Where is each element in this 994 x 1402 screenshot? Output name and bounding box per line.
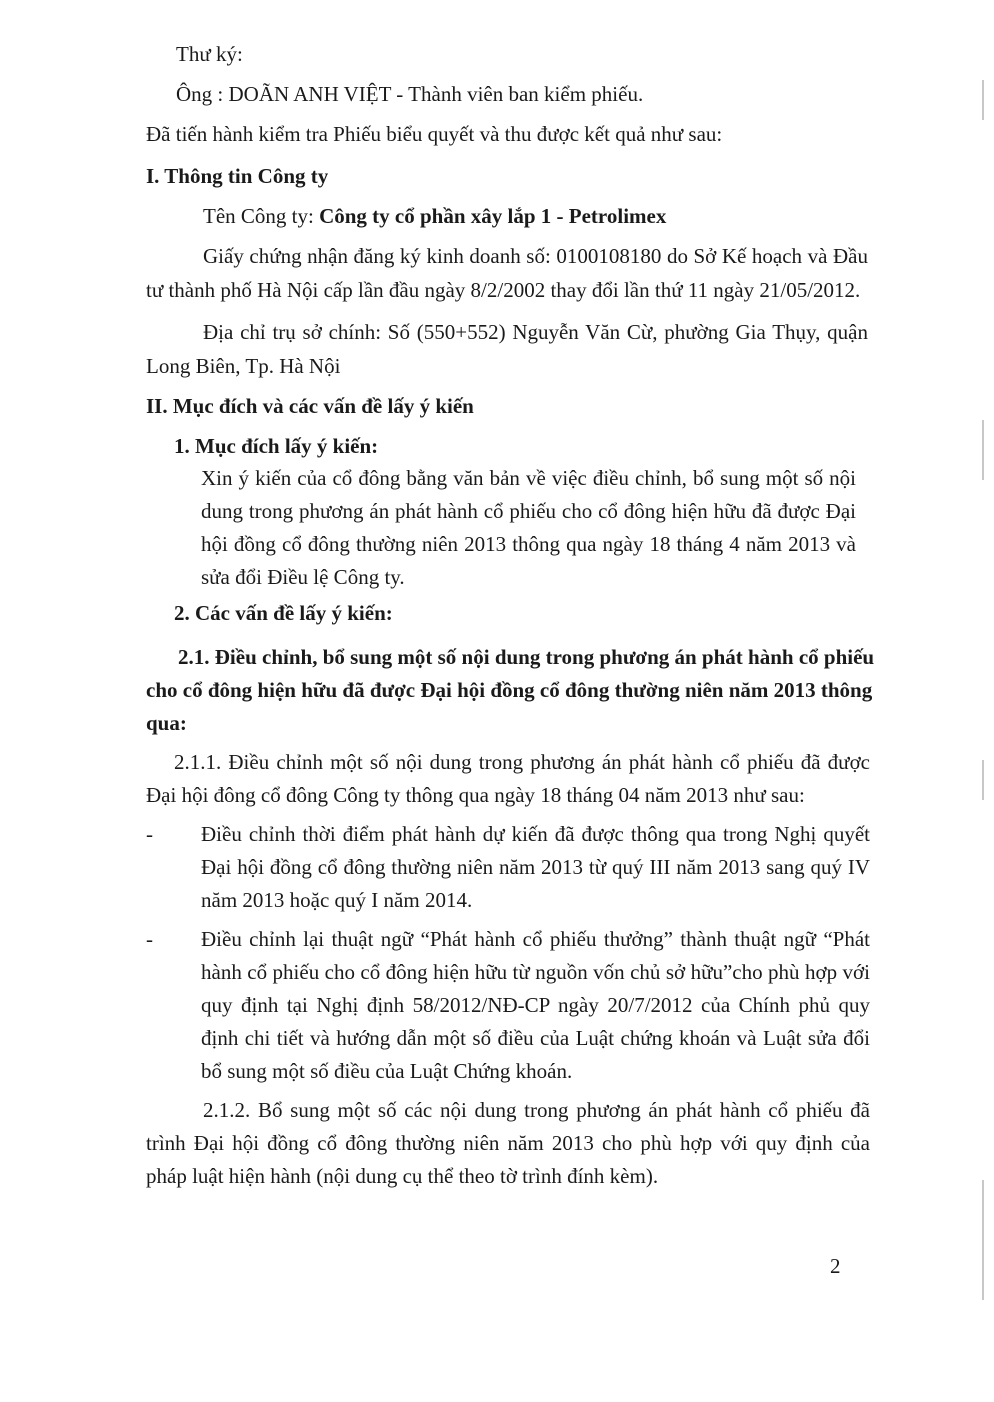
purpose-line: sửa đổi Điều lệ Công ty. xyxy=(201,565,405,589)
address-line-2: Long Biên, Tp. Hà Nội xyxy=(146,354,341,378)
issue-2-1-2-line: pháp luật hiện hành (nội dung cụ thể theo tờ trình đính kèm). xyxy=(146,1164,659,1188)
issue-2-1-2-line: 2.1.2. Bổ sung một số các nội dung trong phương án phát hành cổ phiếu đã xyxy=(203,1098,870,1122)
address-line-1: Địa chỉ trụ sở chính: Số (550+552) Nguyễn Văn Cừ, phường Gia Thụy, quận xyxy=(203,320,868,344)
purpose-line: hội đồng cổ đông thường niên 2013 thông qua ngày 18 tháng 4 năm 2013 và xyxy=(201,532,856,556)
purpose-line: dung trong phương án phát hành cổ phiếu cho cổ đông hiện hữu đã được Đại xyxy=(201,499,856,523)
scan-edge-line xyxy=(982,80,984,120)
scan-edge-line xyxy=(982,760,984,800)
bullet-2-line: quy định tại Nghị định 58/2012/NĐ-CP ngày 20/7/2012 của Chính phủ quy xyxy=(201,993,870,1017)
company-line xyxy=(203,200,666,232)
scan-edge-line xyxy=(982,1180,984,1300)
company-label: Tên Công ty: xyxy=(203,204,320,228)
license-line-2: tư thành phố Hà Nội cấp lần đầu ngày 8/2/2002 thay đổi lần thứ 11 ngày 21/05/2012. xyxy=(146,278,861,302)
section-2-heading: II. Mục đích và các vấn đề lấy ý kiến xyxy=(146,394,474,418)
bullet-1-line: Điều chỉnh thời điểm phát hành dự kiến đã được thông qua trong Nghị quyết xyxy=(201,822,870,846)
issue-2-1-1-line: Đại hội đông cổ đông Công ty thông qua ngày 18 tháng 04 năm 2013 như sau: xyxy=(146,783,805,807)
issue-2-1-2-line: trình Đại hội đồng cổ đông thường niên năm 2013 cho phù hợp với quy định của xyxy=(146,1131,870,1155)
scan-edge-line xyxy=(982,420,984,480)
bullet-1-line: năm 2013 hoặc quý I năm 2014. xyxy=(201,888,473,912)
secretary-label: Thư ký: xyxy=(176,42,243,66)
purpose-line: Xin ý kiến của cổ đông bằng văn bản về việc điều chỉnh, bổ sung một số nội xyxy=(201,466,856,490)
license-line-1: Giấy chứng nhận đăng ký kinh doanh số: 0100108180 do Sở Kế hoạch và Đầu xyxy=(203,244,868,268)
purpose-heading: 1. Mục đích lấy ý kiến: xyxy=(174,434,379,458)
bullet-2-line: Điều chỉnh lại thuật ngữ “Phát hành cổ phiếu thưởng” thành thuật ngữ “Phát xyxy=(201,927,870,951)
issue-2-1-line: 2.1. Điều chỉnh, bổ sung một số nội dung trong phương án phát hành cổ phiếu xyxy=(178,645,875,669)
bullet-mark: - xyxy=(146,822,153,846)
issue-2-1-line: cho cổ đông hiện hữu đã được Đại hội đồng cổ đông thường niên năm 2013 thông xyxy=(146,678,873,702)
issues-heading: 2. Các vấn đề lấy ý kiến: xyxy=(174,601,393,625)
bullet-1-line: Đại hội đồng cổ đông thường niên năm 2013 từ quý III năm 2013 sang quý IV xyxy=(201,855,870,879)
company-name: Công ty cổ phần xây lắp 1 - Petrolimex xyxy=(319,204,667,228)
issue-2-1-line: qua: xyxy=(146,711,187,735)
bullet-2-line: định chi tiết và hướng dẫn một số điều của Luật chứng khoán và Luật sửa đổi xyxy=(201,1026,870,1050)
bullet-mark: - xyxy=(146,927,153,951)
section-1-heading: I. Thông tin Công ty xyxy=(146,164,329,188)
page-number: 2 xyxy=(830,1254,841,1278)
secretary-person: Ông : DOÃN ANH VIỆT - Thành viên ban kiểm phiếu. xyxy=(176,82,644,106)
bullet-2-line: bổ sung một số điều của Luật Chứng khoán. xyxy=(201,1059,573,1083)
issue-2-1-1-line: 2.1.1. Điều chỉnh một số nội dung trong phương án phát hành cổ phiếu đã được xyxy=(174,750,870,774)
intro-text: Đã tiến hành kiểm tra Phiếu biểu quyết và thu được kết quả như sau: xyxy=(146,122,723,146)
bullet-2-line: hành cổ phiếu cho cổ đông hiện hữu từ nguồn vốn chủ sở hữu”cho phù hợp với xyxy=(201,960,870,984)
